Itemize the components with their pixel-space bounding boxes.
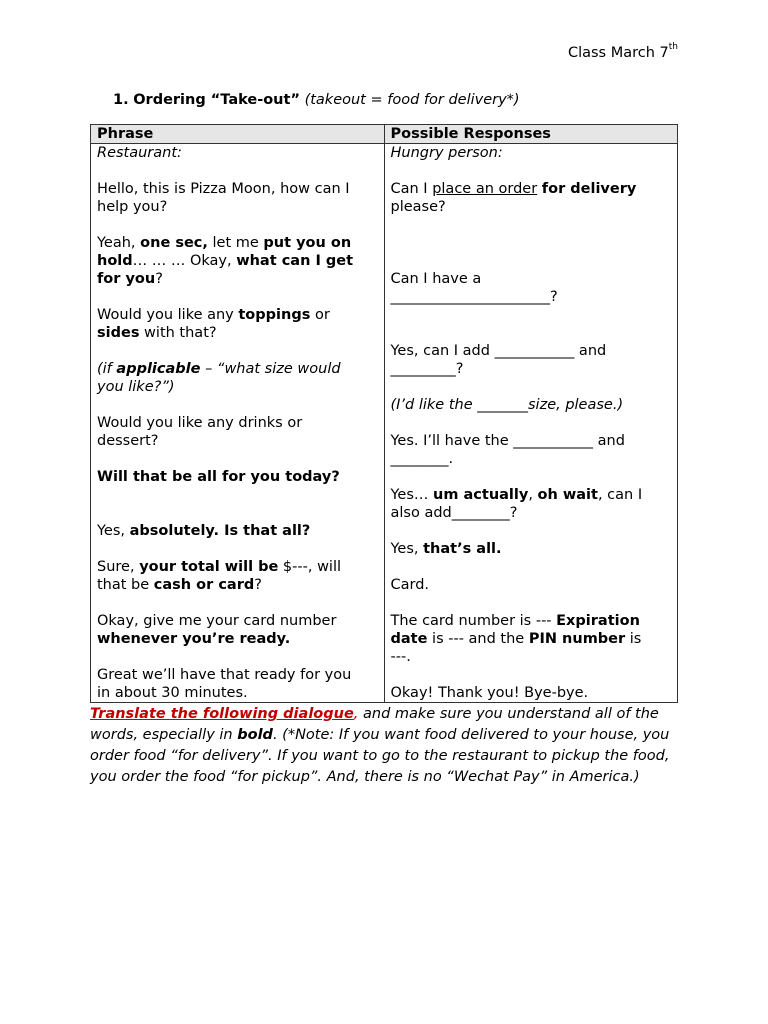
phrase-line: you like?”)	[97, 379, 175, 395]
table-row	[91, 144, 678, 703]
response-line: Can I have a	[390, 271, 482, 287]
instructions-paragraph: Translate the following dialogue, and make sure you understand all of the words, especially in bold. (*Note: If you want food delivered to your house, you order food “for delivery”. If you want to go to the restaurant to pickup the food, you order the food “for pickup”. And, there is no “Wechat Pay” in America.)	[90, 706, 670, 785]
table-header-row	[91, 125, 678, 144]
response-line: (I’d like the _______size, please.)	[390, 397, 624, 413]
phrase-line: in about 30 minutes.	[97, 685, 248, 701]
phrase-line: dessert?	[97, 433, 159, 449]
heading-title: Ordering “Take-out”	[133, 92, 300, 108]
phrase-line: Yes, absolutely. Is that all?	[97, 523, 311, 539]
phrase-line: Would you like any toppings or	[97, 307, 330, 323]
class-date-suffix: th	[668, 42, 678, 52]
response-line: _________?	[390, 361, 464, 377]
response-cell	[384, 144, 678, 703]
responses-column-header: Possible Responses	[384, 125, 678, 144]
class-date	[567, 42, 678, 61]
phrase-line: Would you like any drinks or	[97, 415, 303, 431]
restaurant-label: Restaurant:	[97, 145, 182, 161]
phrase-line: Sure, your total will be $---, will	[97, 559, 342, 575]
response-line: Okay! Thank you! Bye-bye.	[390, 685, 589, 701]
phrase-line: for you?	[97, 271, 163, 287]
response-line: ________.	[390, 451, 454, 467]
response-line: Yes… um actually, oh wait, can I	[390, 487, 643, 503]
response-line: Card.	[390, 577, 430, 593]
phrase-line: whenever you’re ready.	[97, 631, 291, 647]
phrase-line: Will that be all for you today?	[97, 469, 340, 485]
dialogue-table	[90, 124, 678, 703]
hungry-person-label: Hungry person:	[390, 145, 503, 161]
phrase-line: Yeah, one sec, let me put you on	[97, 235, 352, 251]
response-line: also add________?	[390, 505, 518, 521]
response-line: ______________________?	[390, 289, 558, 305]
phrase-column-header: Phrase	[91, 125, 385, 144]
phrase-line: that be cash or card?	[97, 577, 262, 593]
response-line: Yes, that’s all.	[390, 541, 502, 557]
heading-note: (takeout = food for delivery*)	[304, 92, 520, 108]
phrase-line: (if applicable – “what size would	[97, 361, 341, 377]
phrase-line: Great we’ll have that ready for you	[97, 667, 352, 683]
phrase-line: Hello, this is Pizza Moon, how can I	[97, 181, 350, 197]
phrase-line: help you?	[97, 199, 168, 215]
section-heading	[113, 92, 520, 108]
bold-word: bold	[237, 727, 273, 743]
response-line: ---.	[390, 649, 411, 665]
heading-number: 1.	[113, 92, 129, 108]
response-line: Can I place an order for delivery	[390, 181, 637, 197]
phrase-cell	[91, 144, 385, 703]
response-line: The card number is --- Expiration	[390, 613, 640, 629]
phrase-line: hold… … … Okay, what can I get	[97, 253, 354, 269]
class-date-text: Class March 7	[567, 45, 669, 61]
response-line: Yes. I’ll have the ___________ and	[390, 433, 625, 449]
phrase-line: sides with that?	[97, 325, 217, 341]
response-line: please?	[390, 199, 446, 215]
response-line: Yes, can I add ___________ and	[390, 343, 607, 359]
response-line: date is --- and the PIN number is	[390, 631, 642, 647]
phrase-line: Okay, give me your card number	[97, 613, 337, 629]
translate-instruction: Translate the following dialogue	[90, 706, 354, 722]
